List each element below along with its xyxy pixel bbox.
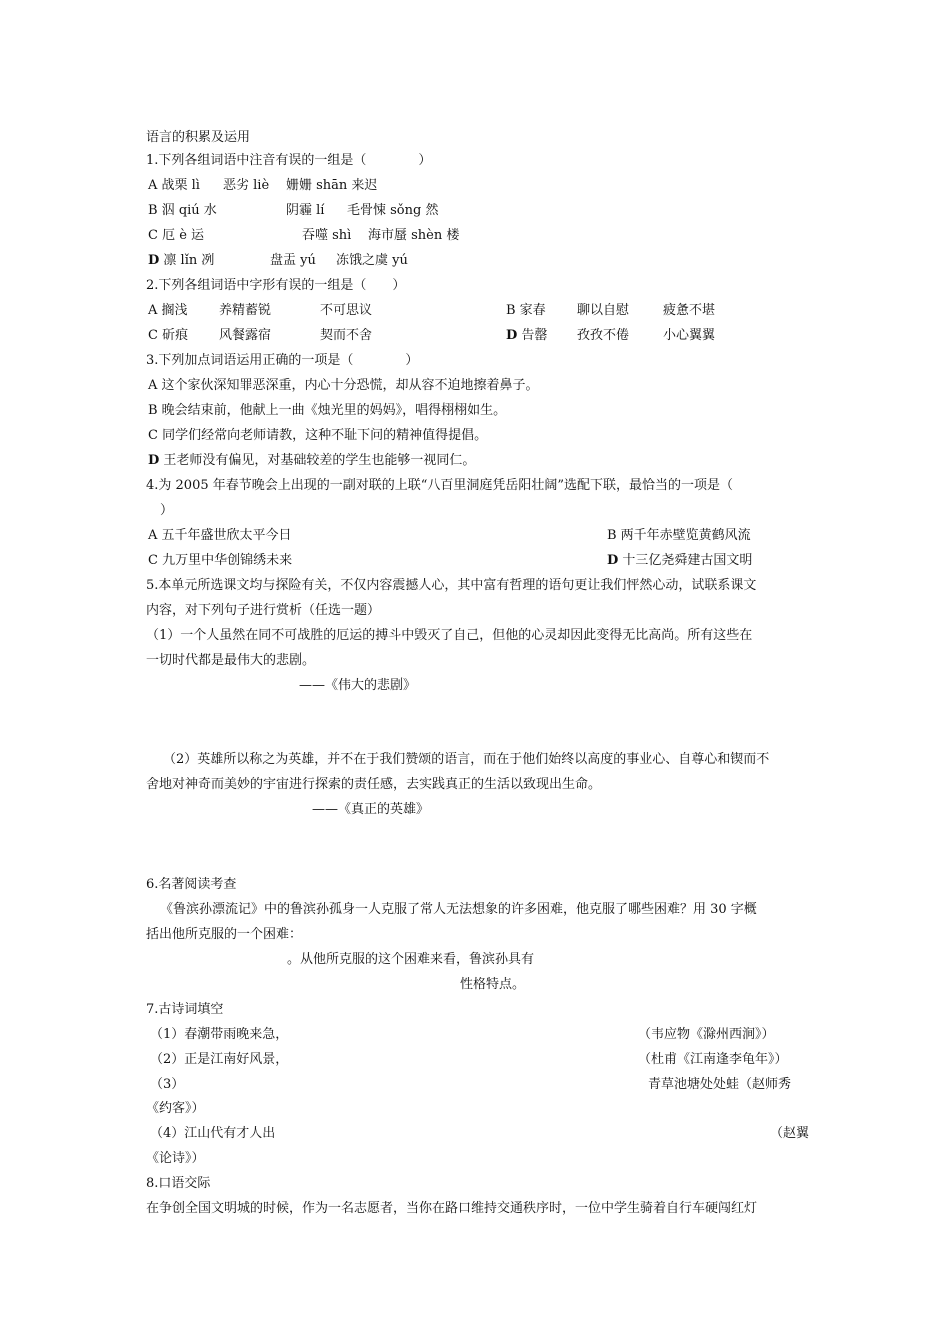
q1-d-label: D [148,253,160,268]
q3-stem: 3.下列加点词语运用正确的一项是（ ） [146,353,419,368]
q1-d-2: 盘盂 yú [270,253,316,268]
q7-item2: （2）正是江南好风景， [150,1052,289,1067]
q1-d-text: 凛 lǐn 冽 [159,253,215,268]
q4-d-text: 十三亿尧舜建古国文明 [618,553,753,568]
q1-a-1: A 战栗 lì [148,178,200,193]
q1-c-1: C 厄 è 运 [148,228,205,243]
q1-b-3: 毛骨悚 sǒng 然 [347,203,439,218]
q7-item3-source-end: 《约客》） [146,1101,205,1116]
q2-d-1 [506,327,547,345]
q4-option-b: B 两千年赤壁览黄鹤风流 [607,528,751,543]
q6-line2: 括出他所克服的一个困难： [146,927,303,942]
q1-b-2: 阴霾 lí [286,203,325,218]
q5-stem-line1: 5.本单元所选课文均与探险有关，不仅内容震撼人心，其中富有哲理的语句更让我们怦然心动，试联系课文 [146,578,757,593]
q1-d-3: 冻饿之虞 yú [336,253,408,268]
q7-item4: （4）江山代有才人出 [150,1126,276,1141]
q6-line1: 《鲁滨孙漂流记》中的鲁滨孙孤身一人克服了常人无法想象的许多困难，他克服了哪些困难？用 30 字概 [160,902,757,917]
q2-stem: 2.下列各组词语中字形有误的一组是（ ） [146,278,406,293]
q8-line1: 在争创全国文明城的时候，作为一名志愿者，当你在路口维持交通秩序时，一位中学生骑着自行车硬闯红灯 [146,1201,758,1216]
q7-item2-source: （杜甫《江南逢李龟年》） [638,1052,788,1067]
q1-a-2: 恶劣 liè [223,178,270,193]
q5-stem-line2: 内容，对下列句子进行赏析（任选一题） [146,603,381,618]
q3-option-a: A 这个家伙深知罪恶深重，内心十分恐慌，却从容不迫地擦着鼻子。 [148,378,539,393]
q2-d-2: 孜孜不倦 [577,328,630,343]
q2-c-1: C 斫痕 [148,328,189,343]
q1-c-3: 海市蜃 shèn 楼 [368,228,460,243]
q3-option-c: C 同学们经常向老师请教，这种不耻下问的精神值得提倡。 [148,428,488,443]
q4-stem-end: ） [160,503,174,518]
q2-d-text: 告罄 [517,328,548,343]
section-title: 语言的积累及运用 [146,130,251,145]
q6-stem: 6.名著阅读考查 [146,877,237,892]
q4-option-c: C 九万里中华创锦绣未来 [148,553,293,568]
q1-c-2: 吞噬 shì [302,228,352,243]
q3-d-label: D [148,453,160,468]
q3-d-text: 王老师没有偏见，对基础较差的学生也能够一视同仁。 [159,453,476,468]
q5-p1-line2: 一切时代都是最伟大的悲剧。 [146,653,316,668]
q4-stem: 4.为 2005 年春节晚会上出现的一副对联的上联“八百里洞庭凭岳阳壮阔”选配下联，最恰当的一项是（ [146,478,734,493]
q2-d-label: D [506,328,518,343]
q1-b-1: B 泅 qiú 水 [148,203,217,218]
q7-item4-source: （赵翼 [770,1126,810,1141]
q2-b-3: 疲惫不堪 [663,303,716,318]
q2-a-3: 不可思议 [320,303,373,318]
q2-c-2: 风餐露宿 [219,328,272,343]
q7-item4-source-end: 《论诗》） [146,1151,205,1166]
q6-line4: 性格特点。 [460,977,526,992]
q7-item3: （3） [150,1077,185,1092]
q6-line3: 。从他所克服的这个困难来看，鲁滨孙具有 [287,952,535,967]
q3-option-b: B 晚会结束前，他献上一曲《烛光里的妈妈》，唱得栩栩如生。 [148,403,507,418]
q4-option-a: A 五千年盛世欣太平今日 [148,528,292,543]
q7-item1-source: （韦应物《滁州西涧》） [638,1027,775,1042]
q2-b-1: B 家春 [506,303,546,318]
q5-p2-source: ——《真正的英雄》 [312,802,430,817]
q1-d-1 [148,252,214,270]
q4-d-label: D [607,553,619,568]
q5-p1-source: ——《伟大的悲剧》 [299,678,417,693]
q8-stem: 8.口语交际 [146,1176,211,1191]
q7-item1: （1）春潮带雨晚来急， [150,1027,289,1042]
q4-option-d [607,552,752,570]
q1-a-3: 姗姗 shān 来迟 [286,178,378,193]
q2-c-3: 契而不舍 [320,328,373,343]
q3-option-d [148,452,475,470]
q2-a-1: A 搁浅 [148,303,188,318]
q5-p1-line1: （1）一个人虽然在同不可战胜的厄运的搏斗中毁灭了自己，但他的心灵却因此变得无比高尚。所有这些在 [146,628,753,643]
q5-p2-line1: （2）英雄所以称之为英雄，并不在于我们赞颂的语言，而在于他们始终以高度的事业心、自尊心和锲而不 [163,752,770,767]
q2-b-2: 聊以自慰 [577,303,630,318]
q7-stem: 7.古诗词填空 [146,1002,224,1017]
q1-stem: 1.下列各组词语中注音有误的一组是（ ） [146,153,432,168]
q2-a-2: 养精蓄锐 [219,303,272,318]
q7-item3-source: 青草池塘处处蛙（赵师秀 [648,1077,792,1092]
q2-d-3: 小心翼翼 [663,328,716,343]
q5-p2-line2: 舍地对神奇而美妙的宇宙进行探索的责任感，去实践真正的生活以致现出生命。 [146,777,602,792]
